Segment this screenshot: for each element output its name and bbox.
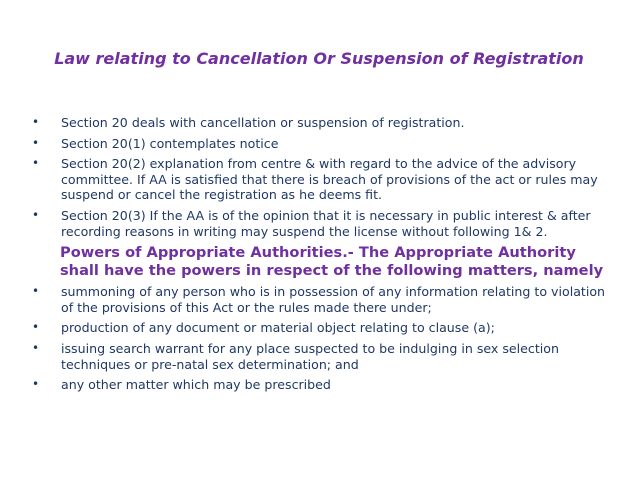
list-item bbox=[30, 377, 618, 393]
powers-heading: Powers of Appropriate Authorities.- The Appropriate Authority shall have the powers in respect of the following matters, namely bbox=[60, 244, 604, 280]
section-bullet-list bbox=[30, 115, 618, 239]
list-item bbox=[30, 156, 618, 203]
bullet-icon: • bbox=[32, 377, 40, 392]
list-item bbox=[30, 284, 618, 315]
bullet-text: issuing search warrant for any place suspected to be indulging in sex selection techniques or pre-natal sex determination; and bbox=[61, 340, 559, 372]
bullet-icon: • bbox=[32, 340, 40, 355]
bullet-icon: • bbox=[32, 135, 40, 150]
bullet-text: any other matter which may be prescribed bbox=[61, 377, 331, 393]
list-item bbox=[30, 136, 618, 152]
bullet-text: Section 20 deals with cancellation or suspension of registration. bbox=[61, 115, 465, 130]
bullet-icon: • bbox=[32, 320, 40, 335]
slide-title: Law relating to Cancellation Or Suspension of Registration bbox=[54, 49, 584, 68]
bullet-text: Section 20(2) explanation from centre & with regard to the advice of the advisory committee. If AA is satisfied that there is breach of provisions of the act or rules may suspend or cancel the registration as he deems fit. bbox=[61, 156, 598, 203]
bullet-icon: • bbox=[32, 115, 40, 129]
powers-bullet-list bbox=[30, 284, 618, 393]
list-item bbox=[30, 320, 618, 336]
bullet-text: production of any document or material object relating to clause (a); bbox=[61, 320, 495, 336]
bullet-icon: • bbox=[32, 156, 40, 171]
bullet-text: Section 20(3) If the AA is of the opinion that it is necessary in public interest & after recording reasons in writing may suspend the license without following 1& 2. bbox=[61, 207, 591, 239]
bullet-text: Section 20(1) contemplates notice bbox=[61, 135, 279, 151]
list-item bbox=[30, 341, 618, 372]
bullet-text: summoning of any person who is in possession of any information relating to violation of the provisions of this Act or the rules made there under; bbox=[61, 284, 606, 315]
list-item bbox=[30, 115, 618, 131]
list-item bbox=[30, 208, 618, 239]
slide-content bbox=[30, 115, 618, 398]
bullet-icon: • bbox=[32, 207, 40, 222]
bullet-icon: • bbox=[32, 284, 40, 299]
